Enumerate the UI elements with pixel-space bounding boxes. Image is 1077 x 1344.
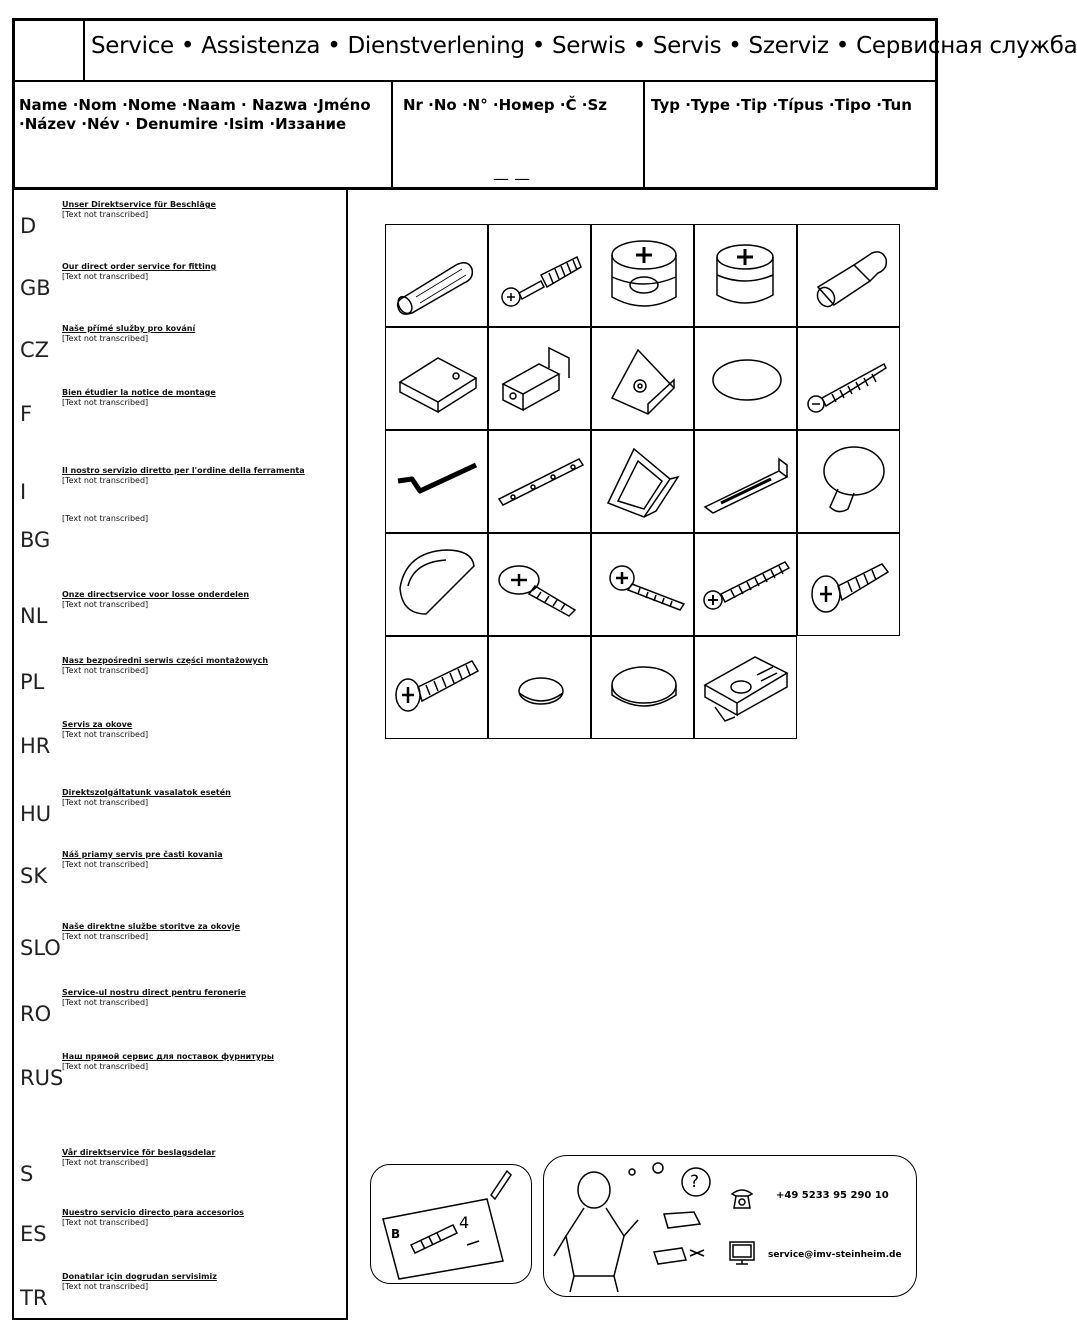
bracket-icon <box>386 328 489 431</box>
part-screw-medium <box>591 533 694 636</box>
service-card-panel <box>370 1164 532 1284</box>
language-body: [Text not transcribed] <box>62 397 149 407</box>
language-code: RO <box>20 1002 52 1026</box>
header-box <box>12 18 1077 190</box>
part-corner-block <box>591 327 694 430</box>
part-bracket-plate <box>385 327 488 430</box>
screw-icon <box>798 534 901 637</box>
language-body: [Text not transcribed] <box>62 1061 149 1071</box>
part-screw-short <box>488 533 591 636</box>
part-dowel <box>385 224 488 327</box>
language-body: [Text not transcribed] <box>62 729 149 739</box>
cam-lock-icon <box>592 225 695 328</box>
knob-icon <box>798 431 901 534</box>
language-body: [Text not transcribed] <box>62 514 149 523</box>
corner-block-icon <box>592 328 695 431</box>
card-number: 4 <box>459 1213 470 1232</box>
allen-key-icon <box>386 431 489 534</box>
language-heading: Service-ul nostru direct pentru feronerie <box>62 988 246 997</box>
language-text <box>62 988 342 1007</box>
language-heading: Naše direktne službe storitve za okovje <box>62 922 241 931</box>
language-heading: Bien étudier la notice de montage <box>62 388 216 397</box>
part-cover-cap-small <box>488 636 591 739</box>
title-stub <box>15 21 85 80</box>
screw-icon <box>695 534 798 637</box>
language-heading: Náš priamy servis pre časti kovania <box>62 850 223 859</box>
language-code: RUS <box>20 1066 64 1090</box>
part-bolt <box>385 636 488 739</box>
cover-cap-icon <box>592 637 695 740</box>
language-code: ES <box>20 1222 47 1246</box>
part-angle-bracket <box>591 430 694 533</box>
language-text <box>62 788 342 807</box>
language-body: [Text not transcribed] <box>62 859 149 869</box>
service-man-illustration <box>544 1156 916 1296</box>
language-text <box>62 388 342 407</box>
language-code: SK <box>20 864 48 888</box>
language-text <box>62 1052 342 1071</box>
number-field <box>391 81 645 188</box>
language-body: [Text not transcribed] <box>62 599 149 609</box>
language-body: [Text not transcribed] <box>62 1281 149 1291</box>
language-text <box>62 656 342 675</box>
part-cover-cap-large <box>591 636 694 739</box>
email-address: service@imv-steinheim.de <box>768 1250 902 1260</box>
part-screw-flat <box>797 533 900 636</box>
language-text <box>62 922 342 941</box>
language-code: D <box>20 214 37 238</box>
language-body: [Text not transcribed] <box>62 997 149 1007</box>
question-mark-icon: ? <box>690 1172 700 1192</box>
handle-icon <box>386 534 489 637</box>
shelf-pin-icon <box>798 225 901 328</box>
part-connector-bolt <box>488 224 591 327</box>
language-heading: Vår direktservice för beslagsdelar <box>62 1148 216 1157</box>
language-code: GB <box>20 276 51 300</box>
language-code: I <box>20 480 27 504</box>
disc-icon <box>695 328 798 431</box>
language-heading: Servis za okove <box>62 720 133 729</box>
number-label: Nr ·No ·N° ·Номер ·Č ·Sz <box>403 96 608 114</box>
language-heading: Наш прямой сервис для поставок фурнитуры <box>62 1052 274 1061</box>
part-drawer-connector <box>488 327 591 430</box>
part-cam-lock-large <box>591 224 694 327</box>
hinge-icon <box>695 637 798 740</box>
part-knob <box>797 430 900 533</box>
language-column <box>12 190 348 1320</box>
language-heading: Il nostro servizio diretto per l'ordine della ferramenta <box>62 466 305 475</box>
part-shelf-pin <box>797 224 900 327</box>
language-text <box>62 1208 342 1227</box>
language-code: TR <box>20 1286 48 1310</box>
name-field <box>19 81 389 188</box>
language-body: [Text not transcribed] <box>62 475 149 485</box>
connector-bolt-icon <box>489 225 592 328</box>
language-text <box>62 514 342 524</box>
language-heading: Naše přímé služby pro kování <box>62 324 196 333</box>
language-text <box>62 590 342 609</box>
part-wood-screw-long <box>797 327 900 430</box>
language-text <box>62 850 342 869</box>
language-body: [Text not transcribed] <box>62 209 149 219</box>
telephone-icon <box>730 1186 754 1210</box>
cam-lock-icon <box>695 225 798 328</box>
language-heading: Direktszolgáltatunk vasalatok esetén <box>62 788 231 797</box>
part-handle-shell <box>385 533 488 636</box>
wood-screw-icon <box>798 328 901 431</box>
language-text <box>62 720 342 739</box>
cover-cap-icon <box>489 637 592 740</box>
language-code: F <box>20 402 33 426</box>
bolt-icon <box>386 637 489 740</box>
language-text <box>62 200 342 219</box>
language-code: SLO <box>20 936 61 960</box>
title-row <box>15 21 1077 82</box>
language-heading: Nasz bezpośredni serwis części montażowych <box>62 656 269 665</box>
parts-grid <box>385 224 900 740</box>
dowel-icon <box>386 225 489 328</box>
type-field <box>651 81 935 188</box>
phone-number: +49 5233 95 290 10 <box>776 1190 889 1201</box>
language-heading: Unser Direktservice für Beschläge <box>62 200 216 209</box>
card-letter: B <box>391 1227 401 1241</box>
language-heading: Our direct order service for fitting <box>62 262 217 271</box>
part-screw-long <box>694 533 797 636</box>
part-cam-lock-small <box>694 224 797 327</box>
language-heading: Donatılar için dogrudan servisimiz <box>62 1272 217 1281</box>
type-label: Typ ·Type ·Tip ·Típus ·Tipo ·Tun <box>651 96 912 114</box>
language-text <box>62 1272 342 1291</box>
angle-bracket-icon <box>592 431 695 534</box>
drawer-runner-icon <box>489 431 592 534</box>
language-text <box>62 1148 342 1167</box>
mounting-rail-icon <box>695 431 798 534</box>
screw-icon <box>592 534 695 637</box>
language-text <box>62 466 342 485</box>
language-code: HU <box>20 802 52 826</box>
language-code: PL <box>20 670 45 694</box>
part-disc <box>694 327 797 430</box>
number-value: — — <box>493 169 531 188</box>
language-body: [Text not transcribed] <box>62 931 149 941</box>
language-heading: Onze directservice voor losse onderdelen <box>62 590 250 599</box>
screw-icon <box>489 534 592 637</box>
part-hinge <box>694 636 797 739</box>
language-code: CZ <box>20 338 50 362</box>
contact-panel <box>543 1155 917 1297</box>
name-label-line1: Name ·Nom ·Nome ·Naam · Nazwa ·Jméno <box>19 96 371 114</box>
service-card-illustration <box>371 1165 531 1283</box>
language-body: [Text not transcribed] <box>62 797 149 807</box>
computer-monitor-icon <box>728 1240 756 1268</box>
language-body: [Text not transcribed] <box>62 333 149 343</box>
language-body: [Text not transcribed] <box>62 271 149 281</box>
language-text <box>62 262 342 281</box>
part-mounting-rail <box>694 430 797 533</box>
language-text <box>62 324 342 343</box>
language-body: [Text not transcribed] <box>62 1217 149 1227</box>
drawer-connector-icon <box>489 328 592 431</box>
language-code: NL <box>20 604 48 628</box>
language-body: [Text not transcribed] <box>62 1157 149 1167</box>
part-allen-key <box>385 430 488 533</box>
language-code: HR <box>20 734 51 758</box>
name-label-line2: ·Název ·Név · Denumire ·Isim ·Иззание <box>19 115 347 133</box>
language-code: S <box>20 1162 34 1186</box>
language-body: [Text not transcribed] <box>62 665 149 675</box>
language-heading: Nuestro servicio directo para accesorios <box>62 1208 244 1217</box>
language-code: BG <box>20 528 51 552</box>
part-drawer-runner <box>488 430 591 533</box>
page-title: Service • Assistenza • Dienstverlening • Serwis • Servis • Szerviz • Сервисная cлужба <box>91 33 1077 59</box>
